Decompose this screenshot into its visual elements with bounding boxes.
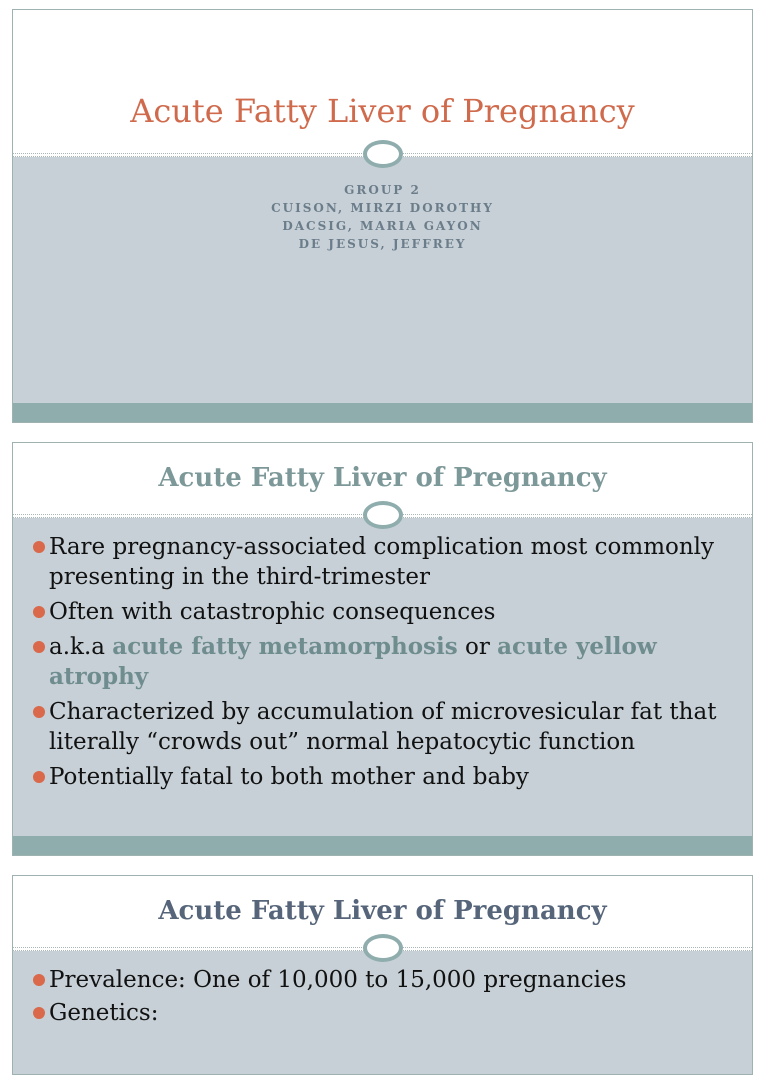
bullet-dot-icon [33,606,45,618]
bullet-dot-icon [33,974,45,986]
footer-band [13,836,752,855]
list-item [31,597,732,627]
slide-title: Acute Fatty Liver of Pregnancy [158,896,607,926]
list-item [31,532,732,592]
bullet-text: Prevalence: One of 10,000 to 15,000 pregnancies [49,967,627,993]
ring-ornament-icon [363,140,403,168]
title-slide [12,9,753,423]
bullet-list [31,965,732,1031]
bullet-dot-icon [33,706,45,718]
bullet-text: Often with catastrophic consequences [49,599,496,625]
slide-title: Acute Fatty Liver of Pregnancy [158,463,607,493]
list-item [31,965,732,995]
content-slide [12,875,753,1075]
author-line: GROUP 2 [344,183,421,197]
bullet-text: Rare pregnancy-associated complication most commonly presenting in the third-trimester [49,534,715,590]
bullet-dot-icon [33,1007,45,1019]
bullet-text: Genetics: [49,1000,159,1026]
author-list [13,181,752,253]
slide-title-area [13,10,752,156]
list-item [31,762,732,792]
ring-ornament-icon [363,934,403,962]
bullet-dot-icon [33,541,45,553]
author-line: DACSIG, MARIA GAYON [282,219,483,233]
bullet-text: Characterized by accumulation of microvesicular fat that literally “crowds out” normal hepatocytic function [49,699,717,755]
list-item [31,632,732,692]
list-item [31,697,732,757]
bullet-dot-icon [33,771,45,783]
bullet-text: or [457,634,498,660]
footer-band [13,403,752,422]
bullet-dot-icon [33,641,45,653]
highlight-term: acute yellow atrophy [49,633,657,690]
author-line: CUISON, MIRZI DOROTHY [271,201,494,215]
ring-ornament-icon [363,501,403,529]
highlight-term: acute fatty metamorphosis [112,633,458,660]
author-line: DE JESUS, JEFFREY [298,237,467,251]
bullet-list [31,532,732,797]
content-slide [12,442,753,856]
bullet-text: Potentially fatal to both mother and baby [49,764,529,790]
slide-title: Acute Fatty Liver of Pregnancy [130,92,635,130]
bullet-text: a.k.a [49,634,113,660]
